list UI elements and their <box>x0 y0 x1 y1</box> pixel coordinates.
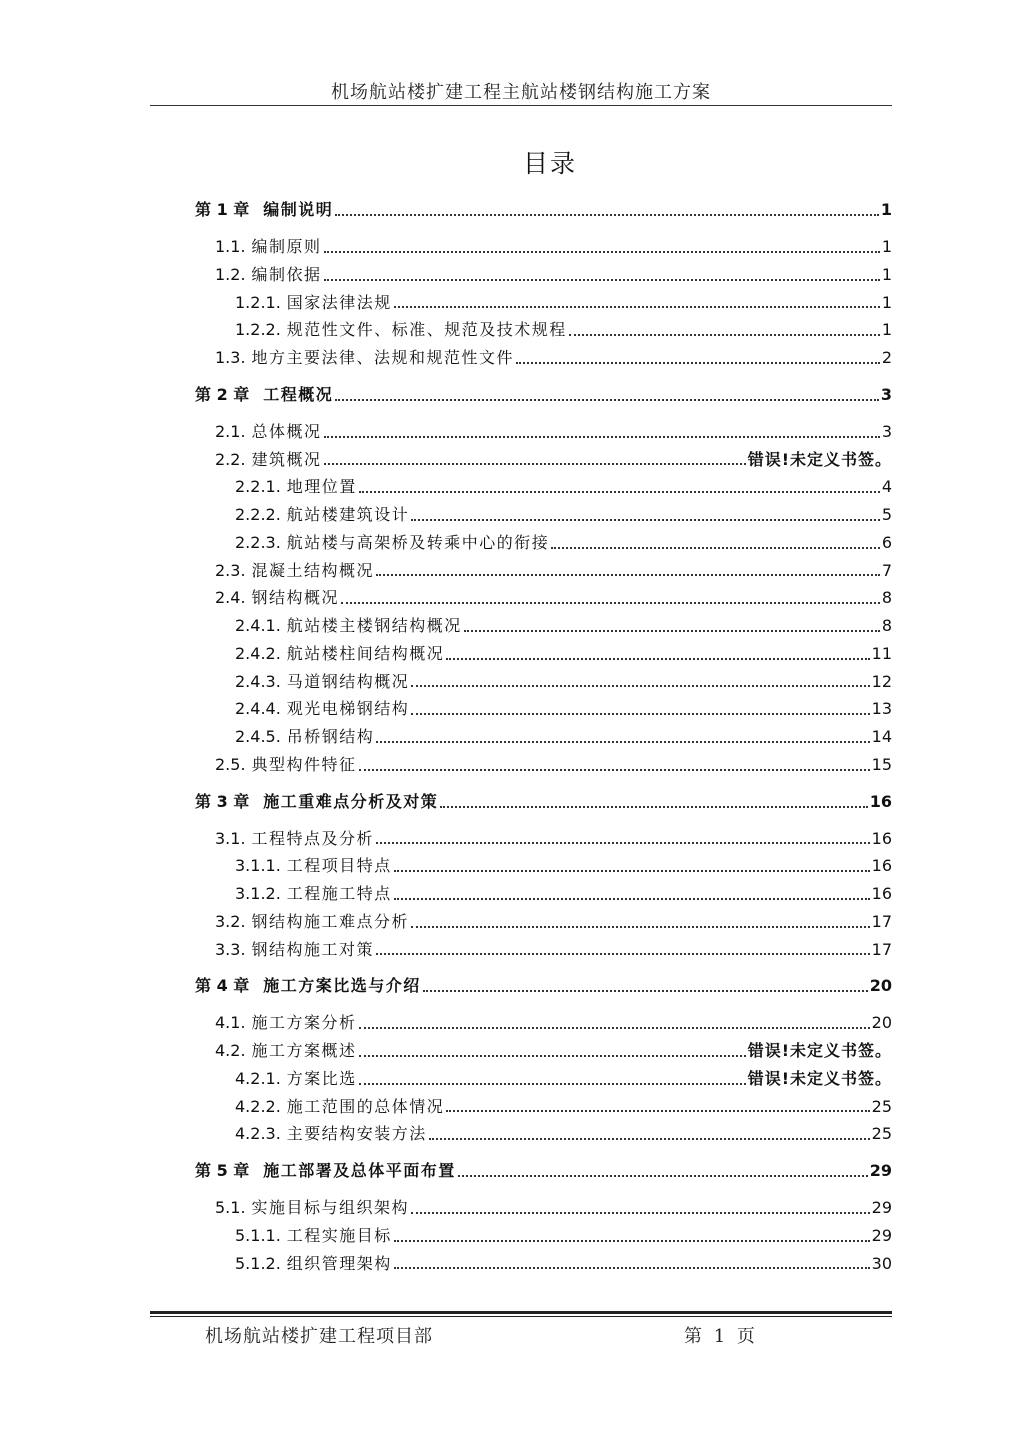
toc-entry[interactable] <box>195 558 892 586</box>
toc-entry-page: 错误!未定义书签。 <box>747 449 892 469</box>
toc-entry-label: 编制说明 <box>263 200 334 219</box>
toc-dot-leader <box>394 870 870 872</box>
toc-entry-number: 3.3. <box>215 939 246 959</box>
toc-entry-number: 2.4.4. <box>235 699 281 719</box>
toc-entry[interactable] <box>195 317 892 345</box>
toc-dot-leader <box>394 898 870 900</box>
toc-entry[interactable] <box>195 973 892 1001</box>
toc-entry-number: 2.2.1. <box>235 477 281 497</box>
toc-entry-label: 工程概况 <box>263 384 334 404</box>
toc-entry-label: 编制依据 <box>251 264 322 284</box>
toc-dot-leader <box>551 547 880 549</box>
toc-entry-label: 施工部署及总体平面布置 <box>263 1161 456 1180</box>
toc-entry-number: 2.4.3. <box>235 671 281 691</box>
toc-entry[interactable] <box>195 724 892 752</box>
toc-entry-number: 2.2.2. <box>235 505 281 524</box>
toc-entry-page: 17 <box>871 911 892 931</box>
toc-entry[interactable] <box>195 1038 892 1066</box>
toc-entry-label: 地方主要法律、法规和规范性文件 <box>251 348 515 367</box>
toc-dot-leader <box>423 990 868 992</box>
toc-dot-leader <box>394 306 880 308</box>
toc-dot-leader <box>376 574 880 576</box>
toc-entry-number: 1.2.2. <box>235 320 281 340</box>
toc-entry[interactable] <box>195 1251 892 1279</box>
toc-dot-leader <box>341 602 880 604</box>
header-divider <box>150 105 892 106</box>
toc-entry-label: 施工方案分析 <box>251 1013 357 1033</box>
toc-entry-label: 马道钢结构概况 <box>286 671 410 691</box>
toc-dot-leader <box>324 463 746 465</box>
toc-entry-label: 航站楼建筑设计 <box>286 505 410 524</box>
toc-dot-leader <box>335 214 879 216</box>
toc-dot-leader <box>411 519 880 521</box>
toc-dot-leader <box>411 926 870 928</box>
toc-entry-label: 钢结构施工对策 <box>251 939 375 959</box>
toc-entry-page: 1 <box>881 264 892 284</box>
toc-entry-number: 4.2.2. <box>235 1096 281 1116</box>
toc-dot-leader <box>446 1110 869 1112</box>
toc-entry[interactable] <box>195 789 892 817</box>
toc-entry[interactable] <box>195 1195 892 1223</box>
toc-entry-label: 工程项目特点 <box>286 856 392 876</box>
toc-entry-number: 1.2.1. <box>235 292 281 312</box>
toc-dot-leader <box>458 1175 868 1177</box>
toc-entry-label: 混凝土结构概况 <box>251 560 375 580</box>
toc-entry-number: 4.2. <box>215 1041 246 1060</box>
toc-dot-leader <box>411 1212 870 1214</box>
toc-entry[interactable] <box>195 1010 892 1038</box>
toc-entry-number: 3.2. <box>215 911 246 931</box>
footer-divider-thin <box>150 1316 892 1317</box>
toc-title: 目录 <box>522 149 577 178</box>
toc-entry-page: 4 <box>881 477 892 497</box>
toc-entry-page: 17 <box>871 939 892 959</box>
toc-entry-page: 25 <box>871 1096 892 1116</box>
toc-entry[interactable] <box>195 382 892 410</box>
toc-entry-page: 16 <box>871 828 892 848</box>
toc-entry-label: 主要结构安装方法 <box>286 1124 427 1144</box>
toc-entry[interactable] <box>195 345 892 373</box>
toc-entry-page: 1 <box>881 320 892 340</box>
toc-entry-number: 2.5. <box>215 754 246 774</box>
toc-dot-leader <box>440 806 867 808</box>
toc-entry[interactable] <box>195 419 892 447</box>
toc-entry-number: 3.1. <box>215 828 246 848</box>
toc-entry-number: 5.1.2. <box>235 1253 281 1273</box>
toc-entry-label: 国家法律法规 <box>286 292 392 312</box>
toc-entry-page: 错误!未定义书签。 <box>747 1041 892 1060</box>
toc-entry[interactable] <box>195 853 892 881</box>
toc-entry-label: 观光电梯钢结构 <box>286 699 410 719</box>
toc-entry-label: 方案比选 <box>286 1068 357 1088</box>
toc-entry-number: 2.4.5. <box>235 727 281 746</box>
toc-entry-page: 16 <box>869 791 892 811</box>
toc-entry-number: 第 4 章 <box>195 976 250 996</box>
toc-entry-page: 5 <box>881 505 892 524</box>
toc-entry-page: 16 <box>871 884 892 903</box>
toc-entry-label: 总体概况 <box>251 421 322 441</box>
toc-entry-page: 13 <box>871 699 892 719</box>
toc-entry-number: 2.2.3. <box>235 532 281 552</box>
toc-dot-leader <box>359 1055 746 1057</box>
toc-entry-label: 地理位置 <box>286 477 357 497</box>
toc-entry[interactable] <box>195 474 892 502</box>
toc-entry[interactable] <box>195 752 892 780</box>
toc-entry-page: 1 <box>881 237 892 256</box>
toc-entry-number: 第 2 章 <box>195 384 250 404</box>
toc-entry[interactable] <box>195 696 892 724</box>
toc-entry-number: 5.1.1. <box>235 1225 281 1245</box>
toc-dot-leader <box>569 334 880 336</box>
toc-entry-number: 2.4.1. <box>235 616 281 635</box>
toc-entry-label: 实施目标与组织架构 <box>251 1198 410 1217</box>
toc-entry-number: 5.1. <box>215 1198 246 1217</box>
toc-entry-number: 2.3. <box>215 560 246 580</box>
toc-dot-leader <box>359 769 870 771</box>
toc-entry-label: 航站楼主楼钢结构概况 <box>286 616 462 635</box>
toc-entry[interactable] <box>195 1158 892 1186</box>
toc-entry-label: 航站楼与高架桥及转乘中心的衔接 <box>286 532 550 552</box>
toc-entry-label: 施工重难点分析及对策 <box>263 791 439 811</box>
toc-entry[interactable] <box>195 530 892 558</box>
toc-dot-leader <box>446 658 869 660</box>
toc-entry[interactable] <box>195 881 892 909</box>
toc-entry-number: 2.2. <box>215 449 246 469</box>
toc-entry[interactable] <box>195 641 892 669</box>
footer-divider-thick <box>150 1311 892 1314</box>
toc-entry[interactable] <box>195 262 892 290</box>
toc-entry-number: 2.4.2. <box>235 643 281 663</box>
toc-entry[interactable] <box>195 669 892 697</box>
toc-entry-page: 3 <box>880 384 892 404</box>
toc-entry-page: 7 <box>881 560 892 580</box>
toc-entry-number: 1.2. <box>215 264 246 284</box>
toc-entry-label: 施工范围的总体情况 <box>286 1096 445 1116</box>
toc-entry-label: 施工方案概述 <box>251 1041 357 1060</box>
toc-dot-leader <box>359 1027 870 1029</box>
toc-entry-page: 2 <box>881 348 892 367</box>
toc-entry[interactable] <box>195 290 892 318</box>
toc-dot-leader <box>411 713 869 715</box>
toc-dot-leader <box>376 741 869 743</box>
toc-entry-label: 编制原则 <box>251 237 322 256</box>
toc-dot-leader <box>324 279 880 281</box>
toc-entry-page: 8 <box>881 616 892 635</box>
toc-entry[interactable] <box>195 1223 892 1251</box>
toc-entry-number: 第 5 章 <box>195 1161 250 1180</box>
toc-entry-page: 30 <box>871 1253 892 1273</box>
toc-entry-number: 4.2.1. <box>235 1068 281 1088</box>
running-header: 机场航站楼扩建工程主航站楼钢结构施工方案 <box>331 82 711 103</box>
toc-entry[interactable] <box>195 1094 892 1122</box>
toc-entry-page: 16 <box>871 856 892 876</box>
toc-entry-page: 29 <box>869 1161 892 1180</box>
toc-entry-page: 3 <box>881 421 892 441</box>
toc-entry-page: 12 <box>871 671 892 691</box>
toc-entry-page: 20 <box>871 1013 892 1033</box>
toc-entry[interactable] <box>195 826 892 854</box>
toc-entry-number: 4.1. <box>215 1013 246 1033</box>
toc-entry-page: 错误!未定义书签。 <box>747 1068 892 1088</box>
toc-entry-label: 规范性文件、标准、规范及技术规程 <box>286 320 567 340</box>
toc-dot-leader <box>394 1240 870 1242</box>
toc-entry-page: 11 <box>871 643 892 663</box>
toc-entry[interactable] <box>195 447 892 475</box>
toc-entry[interactable] <box>195 1121 892 1149</box>
toc-dot-leader <box>411 685 869 687</box>
toc-entry-label: 典型构件特征 <box>251 754 357 774</box>
toc-entry-page: 1 <box>881 292 892 312</box>
toc-entry-page: 6 <box>881 532 892 552</box>
toc-entry-page: 8 <box>881 588 892 608</box>
toc-entry[interactable] <box>195 909 892 937</box>
footer-project-name: 机场航站楼扩建工程项目部 <box>205 1326 433 1347</box>
toc-entry-number: 2.4. <box>215 588 246 608</box>
toc-entry-page: 20 <box>869 976 892 996</box>
toc-dot-leader <box>335 399 879 401</box>
toc-dot-leader <box>324 436 880 438</box>
toc-entry-page: 14 <box>871 727 892 746</box>
toc-entry-label: 组织管理架构 <box>286 1253 392 1273</box>
toc-entry-page: 29 <box>871 1225 892 1245</box>
toc-entry-number: 4.2.3. <box>235 1124 281 1144</box>
toc-entry-number: 第 1 章 <box>195 200 250 219</box>
toc-entry[interactable] <box>195 613 892 641</box>
toc-dot-leader <box>464 630 880 632</box>
toc-dot-leader <box>429 1138 870 1140</box>
toc-entry-label: 航站楼柱间结构概况 <box>286 643 445 663</box>
toc-dot-leader <box>376 953 870 955</box>
toc-entry-label: 施工方案比选与介绍 <box>263 976 421 996</box>
toc-dot-leader <box>359 1083 746 1085</box>
toc-entry[interactable] <box>195 502 892 530</box>
toc-entry[interactable] <box>195 234 892 262</box>
toc-entry[interactable] <box>195 585 892 613</box>
toc-entry-label: 钢结构施工难点分析 <box>251 911 410 931</box>
toc-entry-label: 工程实施目标 <box>286 1225 392 1245</box>
toc-entry-page: 1 <box>880 200 892 219</box>
toc-dot-leader <box>359 491 880 493</box>
toc-entry-number: 1.3. <box>215 348 246 367</box>
toc-entry-number: 2.1. <box>215 421 246 441</box>
toc-entry-number: 3.1.1. <box>235 856 281 876</box>
toc-dot-leader <box>394 1267 870 1269</box>
toc-entry[interactable] <box>195 937 892 965</box>
toc-dot-leader <box>376 842 870 844</box>
table-of-contents <box>195 197 892 1278</box>
toc-entry-number: 3.1.2. <box>235 884 281 903</box>
toc-entry-page: 25 <box>871 1124 892 1144</box>
toc-entry-label: 钢结构概况 <box>251 588 340 608</box>
toc-entry-label: 建筑概况 <box>251 449 322 469</box>
toc-entry[interactable] <box>195 197 892 225</box>
toc-entry-number: 第 3 章 <box>195 791 250 811</box>
toc-dot-leader <box>516 362 880 364</box>
toc-entry-page: 15 <box>871 754 892 774</box>
footer-page-number: 第 1 页 <box>684 1326 755 1347</box>
toc-entry[interactable] <box>195 1066 892 1094</box>
toc-entry-page: 29 <box>871 1198 892 1217</box>
toc-entry-label: 工程施工特点 <box>286 884 392 903</box>
toc-entry-label: 工程特点及分析 <box>251 828 375 848</box>
toc-dot-leader <box>324 251 880 253</box>
toc-entry-label: 吊桥钢结构 <box>286 727 375 746</box>
toc-entry-number: 1.1. <box>215 237 246 256</box>
